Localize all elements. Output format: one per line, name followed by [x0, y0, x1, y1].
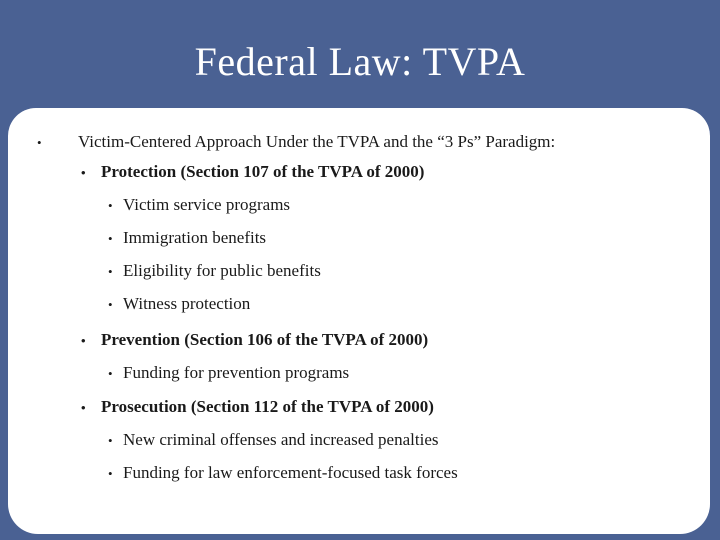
section-heading-text: Protection (Section 107 of the TVPA of 2000) [101, 162, 425, 181]
list-item [108, 463, 458, 483]
section-heading-prosecution [81, 397, 434, 417]
section-heading-text: Prosecution (Section 112 of the TVPA of 2000) [101, 397, 434, 416]
list-item [108, 294, 250, 314]
bullet-glyph: • [81, 165, 86, 180]
list-item-text: Funding for law enforcement-focused task forces [123, 463, 458, 482]
section-heading-prevention [81, 330, 428, 350]
list-item [108, 363, 349, 383]
list-item-text: New criminal offenses and increased penalties [123, 430, 439, 449]
content-panel [8, 108, 710, 534]
bullet-glyph: • [108, 264, 113, 279]
intro-text: Victim-Centered Approach Under the TVPA and the “3 Ps” Paradigm: [78, 132, 556, 151]
list-item-text: Victim service programs [123, 195, 291, 214]
section-heading-protection [81, 162, 424, 182]
list-item-text: Immigration benefits [123, 228, 267, 247]
list-item [108, 228, 266, 248]
section-heading-text: Prevention (Section 106 of the TVPA of 2000) [101, 330, 429, 349]
bullet-glyph: • [108, 231, 113, 246]
bullet-glyph: • [108, 366, 113, 381]
list-item [108, 195, 290, 215]
list-item-text: Eligibility for public benefits [123, 261, 321, 280]
bullet-glyph: • [108, 433, 113, 448]
list-item [108, 430, 438, 450]
list-item-text: Funding for prevention programs [123, 363, 350, 382]
slide-title: Federal Law: TVPA [194, 39, 526, 84]
bullet-glyph: • [108, 198, 113, 213]
bullet-glyph: • [108, 466, 113, 481]
list-item-text: Witness protection [123, 294, 251, 313]
bullet-glyph: • [81, 333, 86, 348]
bullet-glyph: • [81, 400, 86, 415]
intro-bullet [37, 132, 555, 152]
bullet-glyph: • [37, 135, 42, 150]
list-item [108, 261, 321, 281]
bullet-glyph: • [108, 297, 113, 312]
